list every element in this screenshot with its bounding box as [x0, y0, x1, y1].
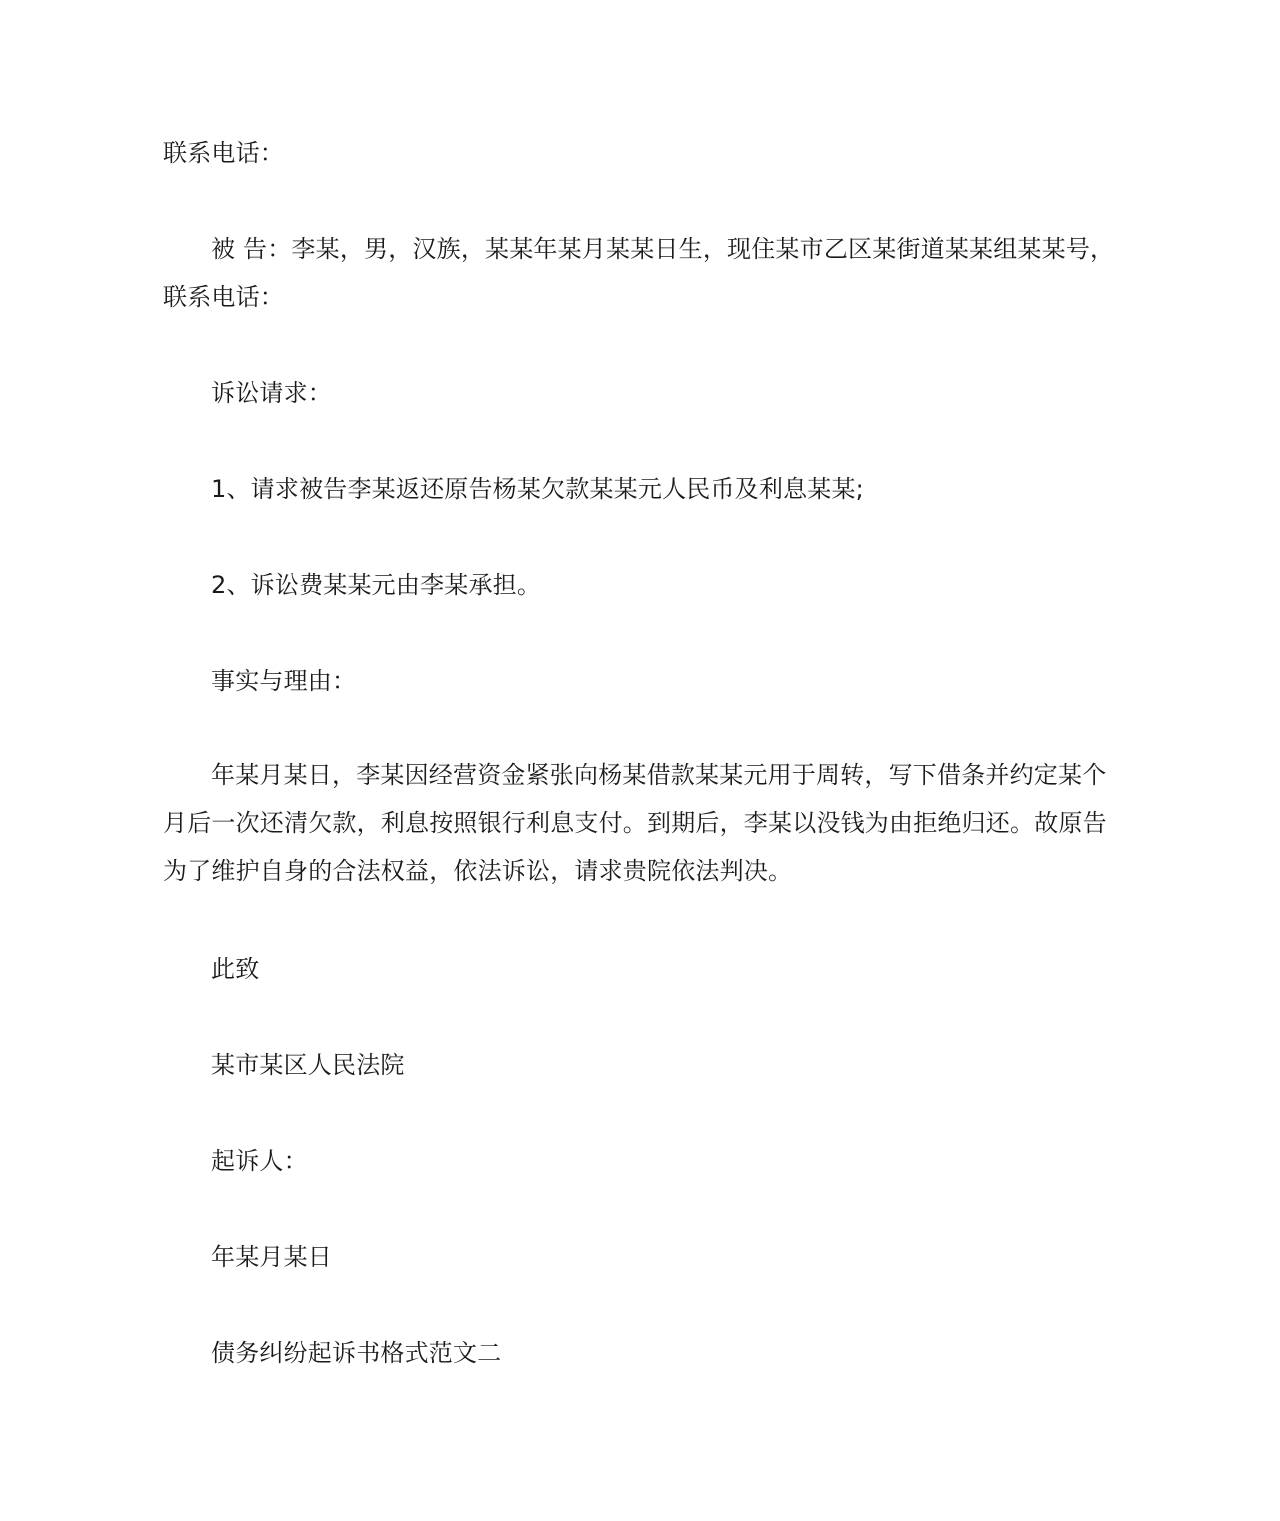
claim-item-1: 1、请求被告李某返还原告杨某欠款某某元人民币及利息某某; — [211, 475, 864, 503]
next-section-title: 债务纠纷起诉书格式范文二 — [211, 1339, 502, 1367]
facts-heading: 事实与理由： — [211, 667, 357, 695]
court-name: 某市某区人民法院 — [211, 1051, 405, 1079]
plaintiff-signature-label: 起诉人： — [211, 1147, 308, 1175]
claims-heading: 诉讼请求： — [211, 379, 332, 407]
plaintiff-contact-line: 联系电话： — [163, 139, 284, 167]
facts-body-paragraph: 年某月某日，李某因经营资金紧张向杨某借款某某元用于周转，写下借条并约定某个月后一次还清欠款，利息按照银行利息支付。到期后，李某以没钱为由拒绝归还。故原告为了维护自身的合法权益，依法诉讼，请求贵院依法判决。 — [163, 761, 1107, 885]
defendant-contact-line: 联系电话： — [163, 283, 284, 311]
claim-item-2: 2、诉讼费某某元由李某承担。 — [211, 571, 542, 599]
defendant-info-line: 被 告：李某，男，汉族，某某年某月某某日生，现住某市乙区某街道某某组某某号， — [211, 235, 1115, 263]
date-line: 年某月某日 — [211, 1243, 332, 1271]
salutation: 此致 — [211, 955, 260, 983]
